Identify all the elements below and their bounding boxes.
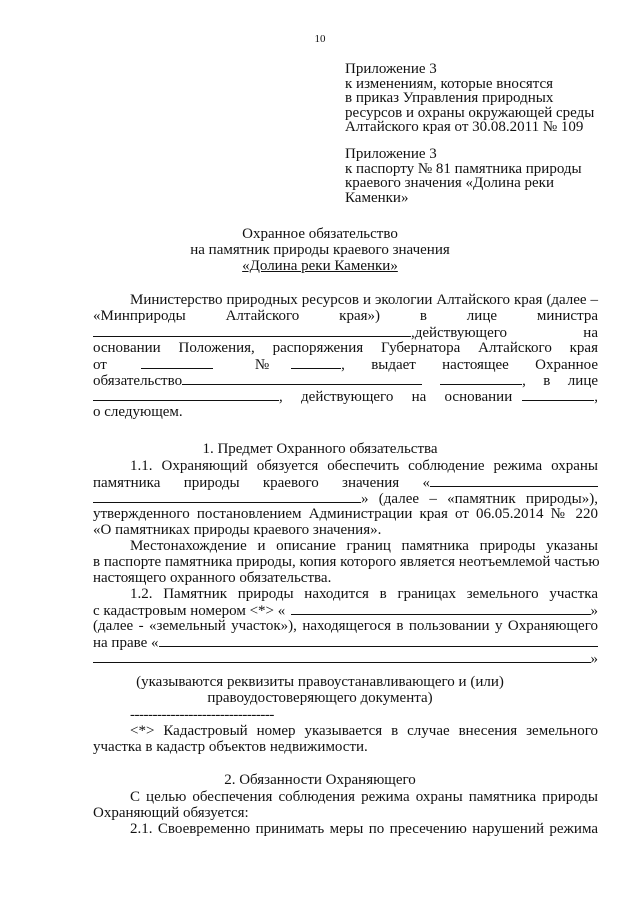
appendix-note-passport [345,147,635,205]
section-2-body [93,789,598,837]
order-date-blank[interactable] [141,356,213,369]
order-number-blank[interactable] [291,356,341,369]
clause-1-1-line: 1.1. Охраняющий обязуется обеспечить соблюдение режима охраны [130,458,598,474]
clause-1-1-line: утвержденного постановлением Администрации края от 06.05.2014 № 220 [93,506,598,522]
footnote-line: <*> Кадастровый номер указывается в случае внесения земельного [130,723,598,739]
right-basis-blank-1[interactable] [159,634,598,647]
cadastral-number-blank[interactable] [291,602,590,615]
monument-name-blank-2[interactable] [93,490,361,503]
representative-name-blank[interactable] [93,388,279,401]
location-line: настоящего охранного обязательства. [93,570,332,586]
appendix-line: Каменки» [345,189,409,206]
minister-name-blank[interactable] [93,324,411,337]
section-2-line: Охраняющий обязуется: [93,805,249,821]
obligation-number-blank[interactable] [182,372,422,385]
location-line: в паспорте памятника природы, копия которого является неотъемлемой частью [93,554,600,570]
section-1-body [93,458,598,666]
section-2-line: С целью обеспечения соблюдения режима охраны памятника природы [130,789,598,805]
appendix-line: Приложение 3 [345,61,437,77]
intro-line: от № , выдает настоящее Охранное [93,357,598,373]
intro-line: о следующем. [93,404,183,420]
document-requisites-note: правоудостоверяющего документа) [207,690,433,706]
clause-1-2-line: » [93,650,598,666]
intro-line: , действующего на основании , [93,388,598,404]
monument-name-blank-1[interactable] [430,474,598,487]
clause-1-2-line: (далее - «земельный участок»), находящегося в пользовании у Охраняющего [93,618,598,634]
intro-line: Министерство природных ресурсов и экологии Алтайского края (далее – [130,292,598,308]
section-2-heading: 2. Обязанности Охраняющего [224,772,416,788]
section-1-heading: 1. Предмет Охранного обязательства [202,441,438,457]
appendix-note-amendments [345,62,635,135]
clause-1-2-line: с кадастровым номером <*> « » [93,603,598,619]
basis-document-blank[interactable] [522,388,594,401]
intro-line: «Минприроды Алтайского края») в лице министра [93,308,598,324]
clause-1-2-line: 1.2. Памятник природы находится в границах земельного участка [130,586,598,602]
intro-line: обязательство , в лице [93,373,598,389]
page-number: 10 [314,33,326,45]
intro-line: основании Положения, распоряжения Губернатора Алтайского края [93,340,598,356]
clause-2-1-line: 2.1. Своевременно принимать меры по пресечению нарушений режима [130,821,598,837]
appendix-line: к изменениям, которые вносятся [345,75,554,92]
intro-line: , действующего на [93,324,598,340]
footnote-line: участка в кадастр объектов недвижимости. [93,739,368,755]
clause-1-1-line: «О памятниках природы краевого значения». [93,522,382,538]
appendix-line: к паспорту № 81 памятника природы [345,160,582,177]
footnote-block [93,707,598,755]
monument-name: «Долина реки Каменки» [242,258,398,274]
location-line: Местонахождение и описание границ памятника природы указаны [130,538,598,554]
appendix-line: в приказ Управления природных [345,90,554,106]
intro-paragraph [93,292,598,420]
obligation-date-blank[interactable] [440,372,522,385]
appendix-line: ресурсов и охраны окружающей среды [345,104,595,121]
clause-1-1-line: » (далее – «памятник природы»), [93,490,598,506]
clause-1-1-line: памятника природы краевого значения « [93,474,598,490]
document-title: Охранное обязательство [242,226,398,242]
footnote-separator: -------------------------------- [130,707,274,723]
document-subtitle: на памятник природы краевого значения [190,242,450,258]
right-basis-blank-2[interactable] [93,650,591,663]
appendix-line: Алтайского края от 30.08.2011 № 109 [345,119,584,135]
document-requisites-note: (указываются реквизиты правоустанавливающего и (или) [136,674,504,690]
appendix-line: Приложение 3 [345,146,437,162]
appendix-line: краевого значения «Долина реки [345,175,554,191]
clause-1-2-line: на праве « [93,634,598,650]
